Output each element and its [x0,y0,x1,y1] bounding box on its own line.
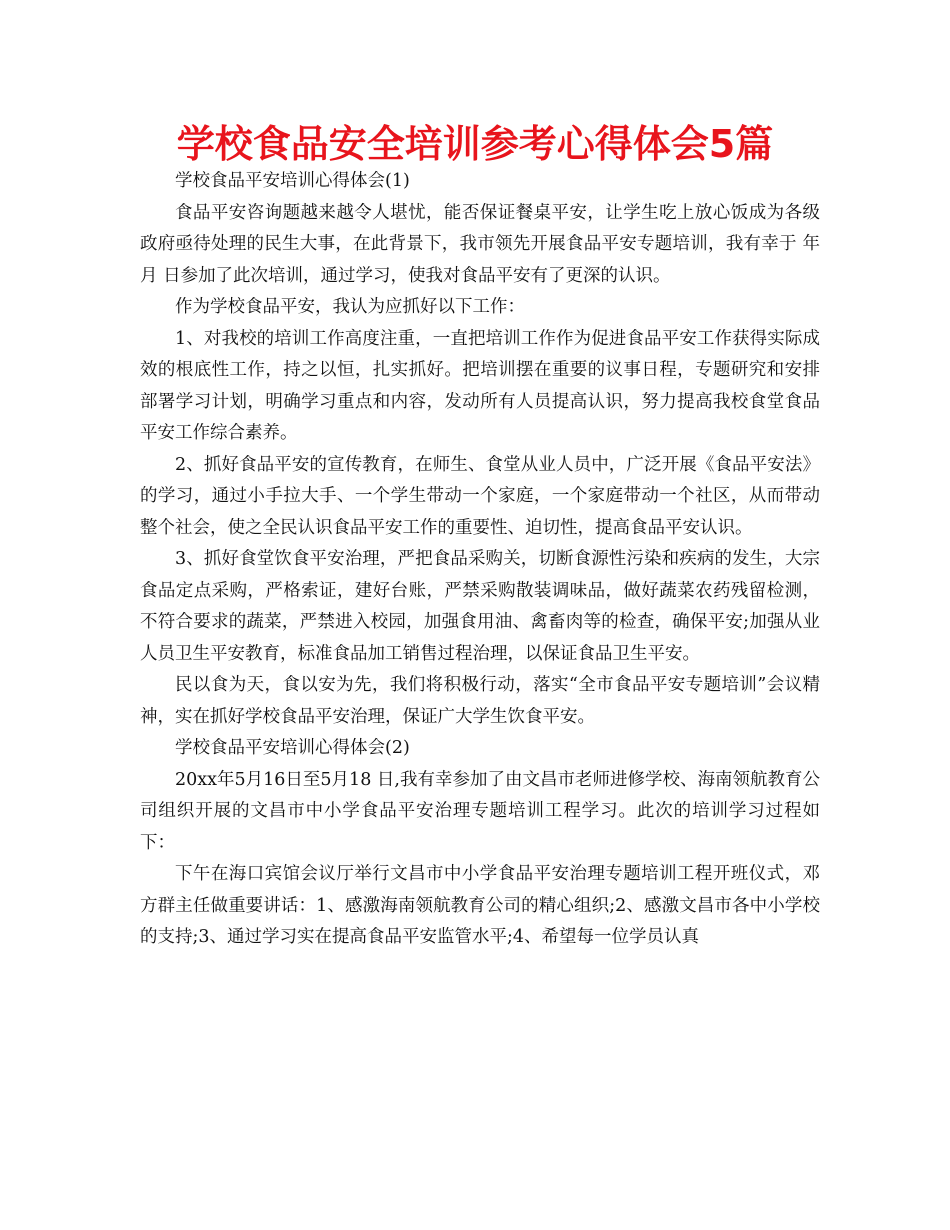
paragraph: 20xx年5月16日至5月18 日,我有幸参加了由文昌市老师进修学校、海南领航教育公司组织开展的文昌市中小学食品平安治理专题培训工程学习。此次的培训学习过程如下： [140,769,820,853]
paragraph: 作为学校食品平安，我认为应抓好以下工作： [175,297,525,317]
section-heading-2: 学校食品平安培训心得体会(2) [175,738,410,758]
paragraph: 1、对我校的培训工作高度注重，一直把培训工作作为促进食品平安工作获得实际成效的根底性工作，持之以恒，扎实抓好。把培训摆在重要的议事日程，专题研究和安排部署学习计划，明确学习重点和内容，发动所有人员提高认识，努力提高我校食堂食品平安工作综合素养。 [140,328,820,443]
document-title: 学校食品安全培训参考心得体会5篇 [176,122,774,166]
paragraph: 民以食为天，食以安为先，我们将积极行动，落实“全市食品平安专题培训”会议精神，实在抓好学校食品平安治理，保证广大学生饮食平安。 [140,675,820,727]
paragraph: 下午在海口宾馆会议厅举行文昌市中小学食品平安治理专题培训工程开班仪式，邓方群主任做重要讲话：1、感激海南领航教育公司的精心组织;2、感激文昌市各中小学校的支持;3、通过学习实在提高食品平安监管水平;4、希望每一位学员认真 [140,864,820,947]
document-body [140,166,820,954]
paragraph: 3、抓好食堂饮食平安治理，严把食品采购关，切断食源性污染和疾病的发生，大宗食品定点采购，严格索证，建好台账，严禁采购散装调味品，做好蔬菜农药残留检测，不符合要求的蔬菜，严禁进入校园，加强食用油、禽畜肉等的检查，确保平安;加强从业人员卫生平安教育，标准食品加工销售过程治理，以保证食品卫生平安。 [140,549,820,664]
paragraph: 2、抓好食品平安的宣传教育，在师生、食堂从业人员中，广泛开展《食品平安法》的学习，通过小手拉大手、一个学生带动一个家庭，一个家庭带动一个社区，从而带动整个社会，使之全民认识食品平安工作的重要性、迫切性，提高食品平安认识。 [140,454,820,538]
section-heading-1: 学校食品平安培训心得体会(1) [175,171,410,191]
paragraph: 食品平安咨询题越来越令人堪忧，能否保证餐桌平安，让学生吃上放心饭成为各级政府亟待处理的民生大事，在此背景下，我市领先开展食品平安专题培训，我有幸于 年 月 日参加了此次培训，通过学习，使我对食品平安有了更深的认识。 [140,202,820,286]
